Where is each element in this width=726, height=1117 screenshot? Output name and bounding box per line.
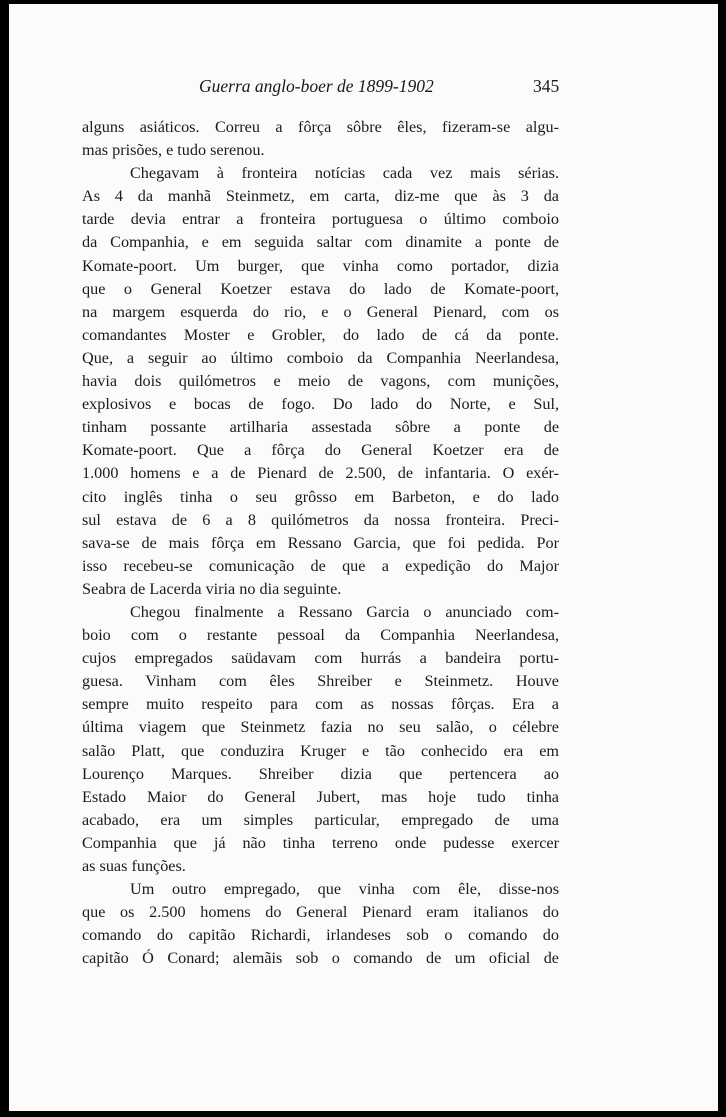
text-line: Um outro empregado, que vinha com êle, disse-nos [130, 880, 559, 899]
book-page [9, 4, 718, 1111]
text-line: sava-se de mais fôrça em Ressano Garcia, que foi pedida. Por [82, 533, 559, 552]
text-line: tarde devia entrar a fronteira portuguesa o último comboio [82, 210, 559, 229]
text-line: alguns asiáticos. Correu a fôrça sôbre êles, fizeram-se algu- [82, 118, 559, 136]
text-line: Lourenço Marques. Shreiber dizia que pertencera ao [82, 764, 559, 783]
text-line: Companhia que já não tinha terreno onde pudesse exercer [82, 833, 559, 852]
text-line: Chegou finalmente a Ressano Garcia o anunciado com- [130, 602, 559, 621]
text-line: que os 2.500 homens do General Pienard eram italianos do [82, 903, 559, 922]
text-line: salão Platt, que conduzira Kruger e tão conhecido era em [82, 741, 559, 760]
text-line: sempre muito respeito para com as nossas fôrças. Era a [82, 695, 559, 714]
text-line: As 4 da manhã Steinmetz, em carta, diz-me que às 3 da [82, 187, 559, 206]
text-line: 1.000 homens e a de Pienard de 2.500, de infantaria. O exér- [82, 464, 559, 483]
text-line: Chegavam à fronteira notícias cada vez mais sérias. [130, 164, 559, 183]
running-title: Guerra anglo-boer de 1899-1902 [199, 76, 434, 96]
text-line: capitão Ó Conard; alemãis sob o comando de um oficial de [82, 949, 559, 968]
text-line: havia dois quilómetros e meio de vagons, com munições, [82, 372, 559, 391]
text-line: as suas funções. [82, 857, 186, 875]
text-line: isso recebeu-se comunicação de que a expedição do Major [82, 556, 559, 575]
text-line: boio com o restante pessoal da Companhia Neerlandesa, [82, 626, 559, 645]
text-line: Komate-poort. Um burger, que vinha como portador, dizia [82, 256, 559, 275]
text-line: que o General Koetzer estava do lado de Komate-poort, [82, 279, 559, 298]
text-line: cujos empregados saüdavam com hurrás a bandeira portu- [82, 649, 559, 668]
page-header [9, 76, 718, 100]
text-line: Que, a seguir ao último comboio da Companhia Neerlandesa, [82, 348, 559, 367]
body-text [82, 116, 559, 970]
text-line: comandantes Moster e Grobler, do lado de cá da ponte. [82, 325, 559, 344]
text-line: última viagem que Steinmetz fazia no seu salão, o célebre [82, 718, 559, 737]
text-line: comando do capitão Richardi, irlandeses sob o comando do [82, 926, 559, 945]
text-line: mas prisões, e tudo serenou. [82, 141, 265, 160]
text-line: guesa. Vinham com êles Shreiber e Steinmetz. Houve [82, 672, 559, 691]
text-line: na margem esquerda do rio, e o General Pienard, com os [82, 302, 559, 321]
text-line: Komate-poort. Que a fôrça do General Koetzer era de [82, 441, 559, 460]
text-line: sul estava de 6 a 8 quilómetros da nossa fronteira. Preci- [82, 510, 559, 529]
page-number: 345 [533, 76, 560, 96]
text-line: Seabra de Lacerda viria no dia seguinte. [82, 579, 342, 598]
text-line: acabado, era um simples particular, empregado de uma [82, 810, 559, 829]
text-line: da Companhia, e em seguida saltar com dinamite a ponte de [82, 233, 559, 252]
text-line: Estado Maior do General Jubert, mas hoje tudo tinha [82, 787, 559, 806]
text-line: cito inglês tinha o seu grôsso em Barbeton, e do lado [82, 487, 559, 506]
text-line: explosivos e bocas de fogo. Do lado do Norte, e Sul, [82, 395, 559, 414]
text-line: tinham possante artilharia assestada sôbre a ponte de [82, 418, 559, 437]
